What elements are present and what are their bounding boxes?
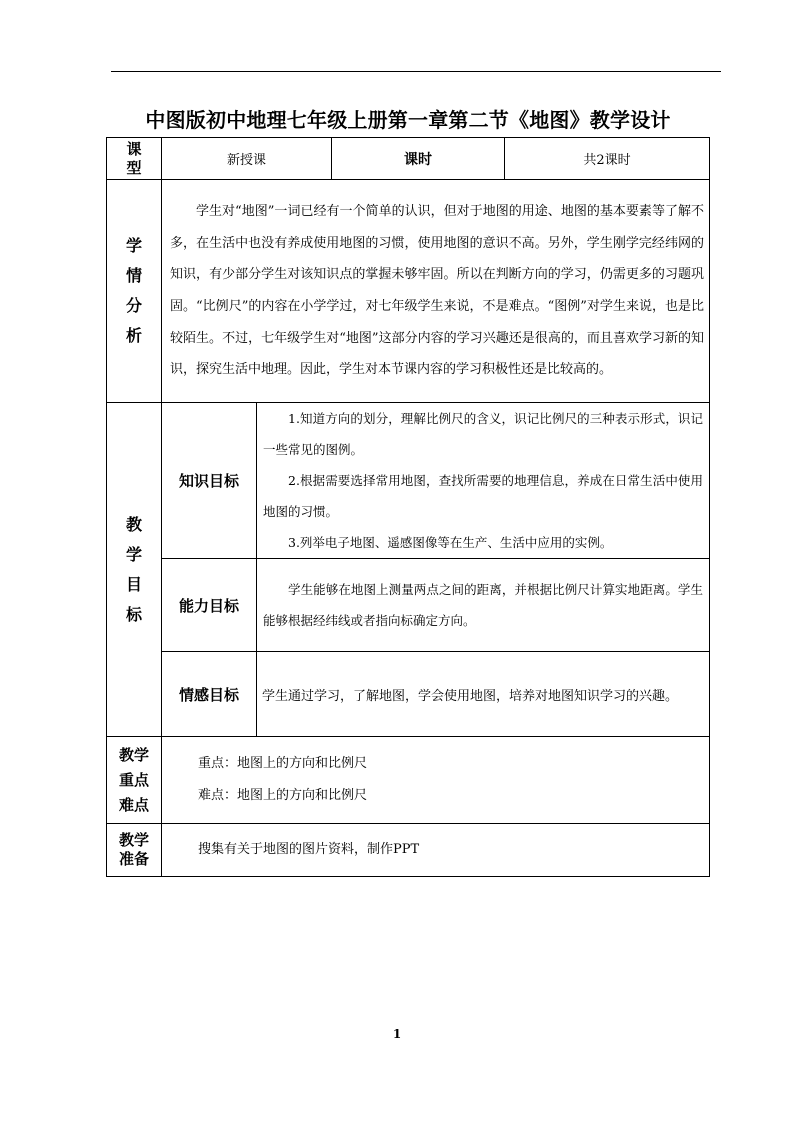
header-rule (111, 71, 721, 72)
key-point-text: 重点：地图上的方向和比例尺 (198, 756, 368, 771)
label-key-difficult-points: 教学 重点 难点 (107, 737, 162, 824)
knowledge-goal-item: 1.知道方向的划分，理解比例尺的含义，识记比例尺的三种表示形式，识记一些常见的图例。 (263, 411, 704, 457)
label-lesson-type: 课 型 (107, 138, 162, 180)
knowledge-goal-item: 3.列举电子地图、遥感图像等在生产、生活中应用的实例。 (288, 535, 613, 550)
label-knowledge-goal: 知识目标 (162, 403, 257, 559)
row-student-analysis (107, 180, 710, 403)
row-teaching-prep (107, 824, 710, 877)
key-difficult-points-cell (162, 737, 710, 824)
label-class-hours: 课时 (332, 138, 505, 180)
knowledge-goal-item: 2.根据需要选择常用地图，查找所需要的地理信息，养成在日常生活中使用地图的习惯。 (263, 473, 704, 519)
label-student-analysis: 学 情 分 析 (107, 180, 162, 403)
label-teaching-goals: 教 学 目 标 (107, 403, 162, 737)
label-teaching-prep: 教学 准备 (107, 824, 162, 877)
ability-goal-cell (257, 559, 710, 652)
emotion-goal-text: 学生通过学习，了解地图，学会使用地图，培养对地图知识学习的兴趣。 (262, 688, 679, 704)
lesson-type-value: 新授课 (162, 138, 332, 180)
row-lesson-type (107, 138, 710, 180)
lesson-plan-table (106, 137, 710, 877)
teaching-prep-cell (162, 824, 710, 877)
difficult-point-text: 难点：地图上的方向和比例尺 (198, 788, 368, 803)
knowledge-goal-cell (257, 403, 710, 559)
class-hours-value: 共2课时 (505, 138, 710, 180)
ability-goal-text: 学生能够在地图上测量两点之间的距离，并根据比例尺计算实地距离。学生能够根据经纬线或者指向标确定方向。 (263, 582, 704, 628)
page-number: 1 (392, 1027, 402, 1041)
row-ability-goal (107, 559, 710, 652)
row-emotion-goal (107, 652, 710, 737)
row-knowledge-goal (107, 403, 710, 559)
label-emotion-goal: 情感目标 (162, 652, 257, 737)
student-analysis-cell (162, 180, 710, 403)
row-key-difficult-points (107, 737, 710, 824)
student-analysis-text: 学生对“地图”一词已经有一个简单的认识，但对于地图的用途、地图的基本要素等了解不多，在生活中也没有养成使用地图的习惯，使用地图的意识不高。另外，学生刚学完经纬网的知识，有少部分学生对该知识点的掌握未够牢固。所以在判断方向的学习，仍需更多的习题巩固。“比例尺”的内容在小学学过，对七年级学生来说，不是难点。“图例”对学生来说，也是比较陌生。不过，七年级学生对“地图”这部分内容的学习兴趣还是很高的，而且喜欢学习新的知识，探究生活中地理。因此，学生对本节课内容的学习积极性还是比较高的。 (170, 204, 705, 378)
document-title: 中图版初中地理七年级上册第一章第二节《地图》教学设计 (145, 108, 671, 132)
label-ability-goal: 能力目标 (162, 559, 257, 652)
emotion-goal-cell (257, 652, 710, 737)
teaching-prep-text: 搜集有关于地图的图片资料，制作PPT (198, 842, 420, 857)
